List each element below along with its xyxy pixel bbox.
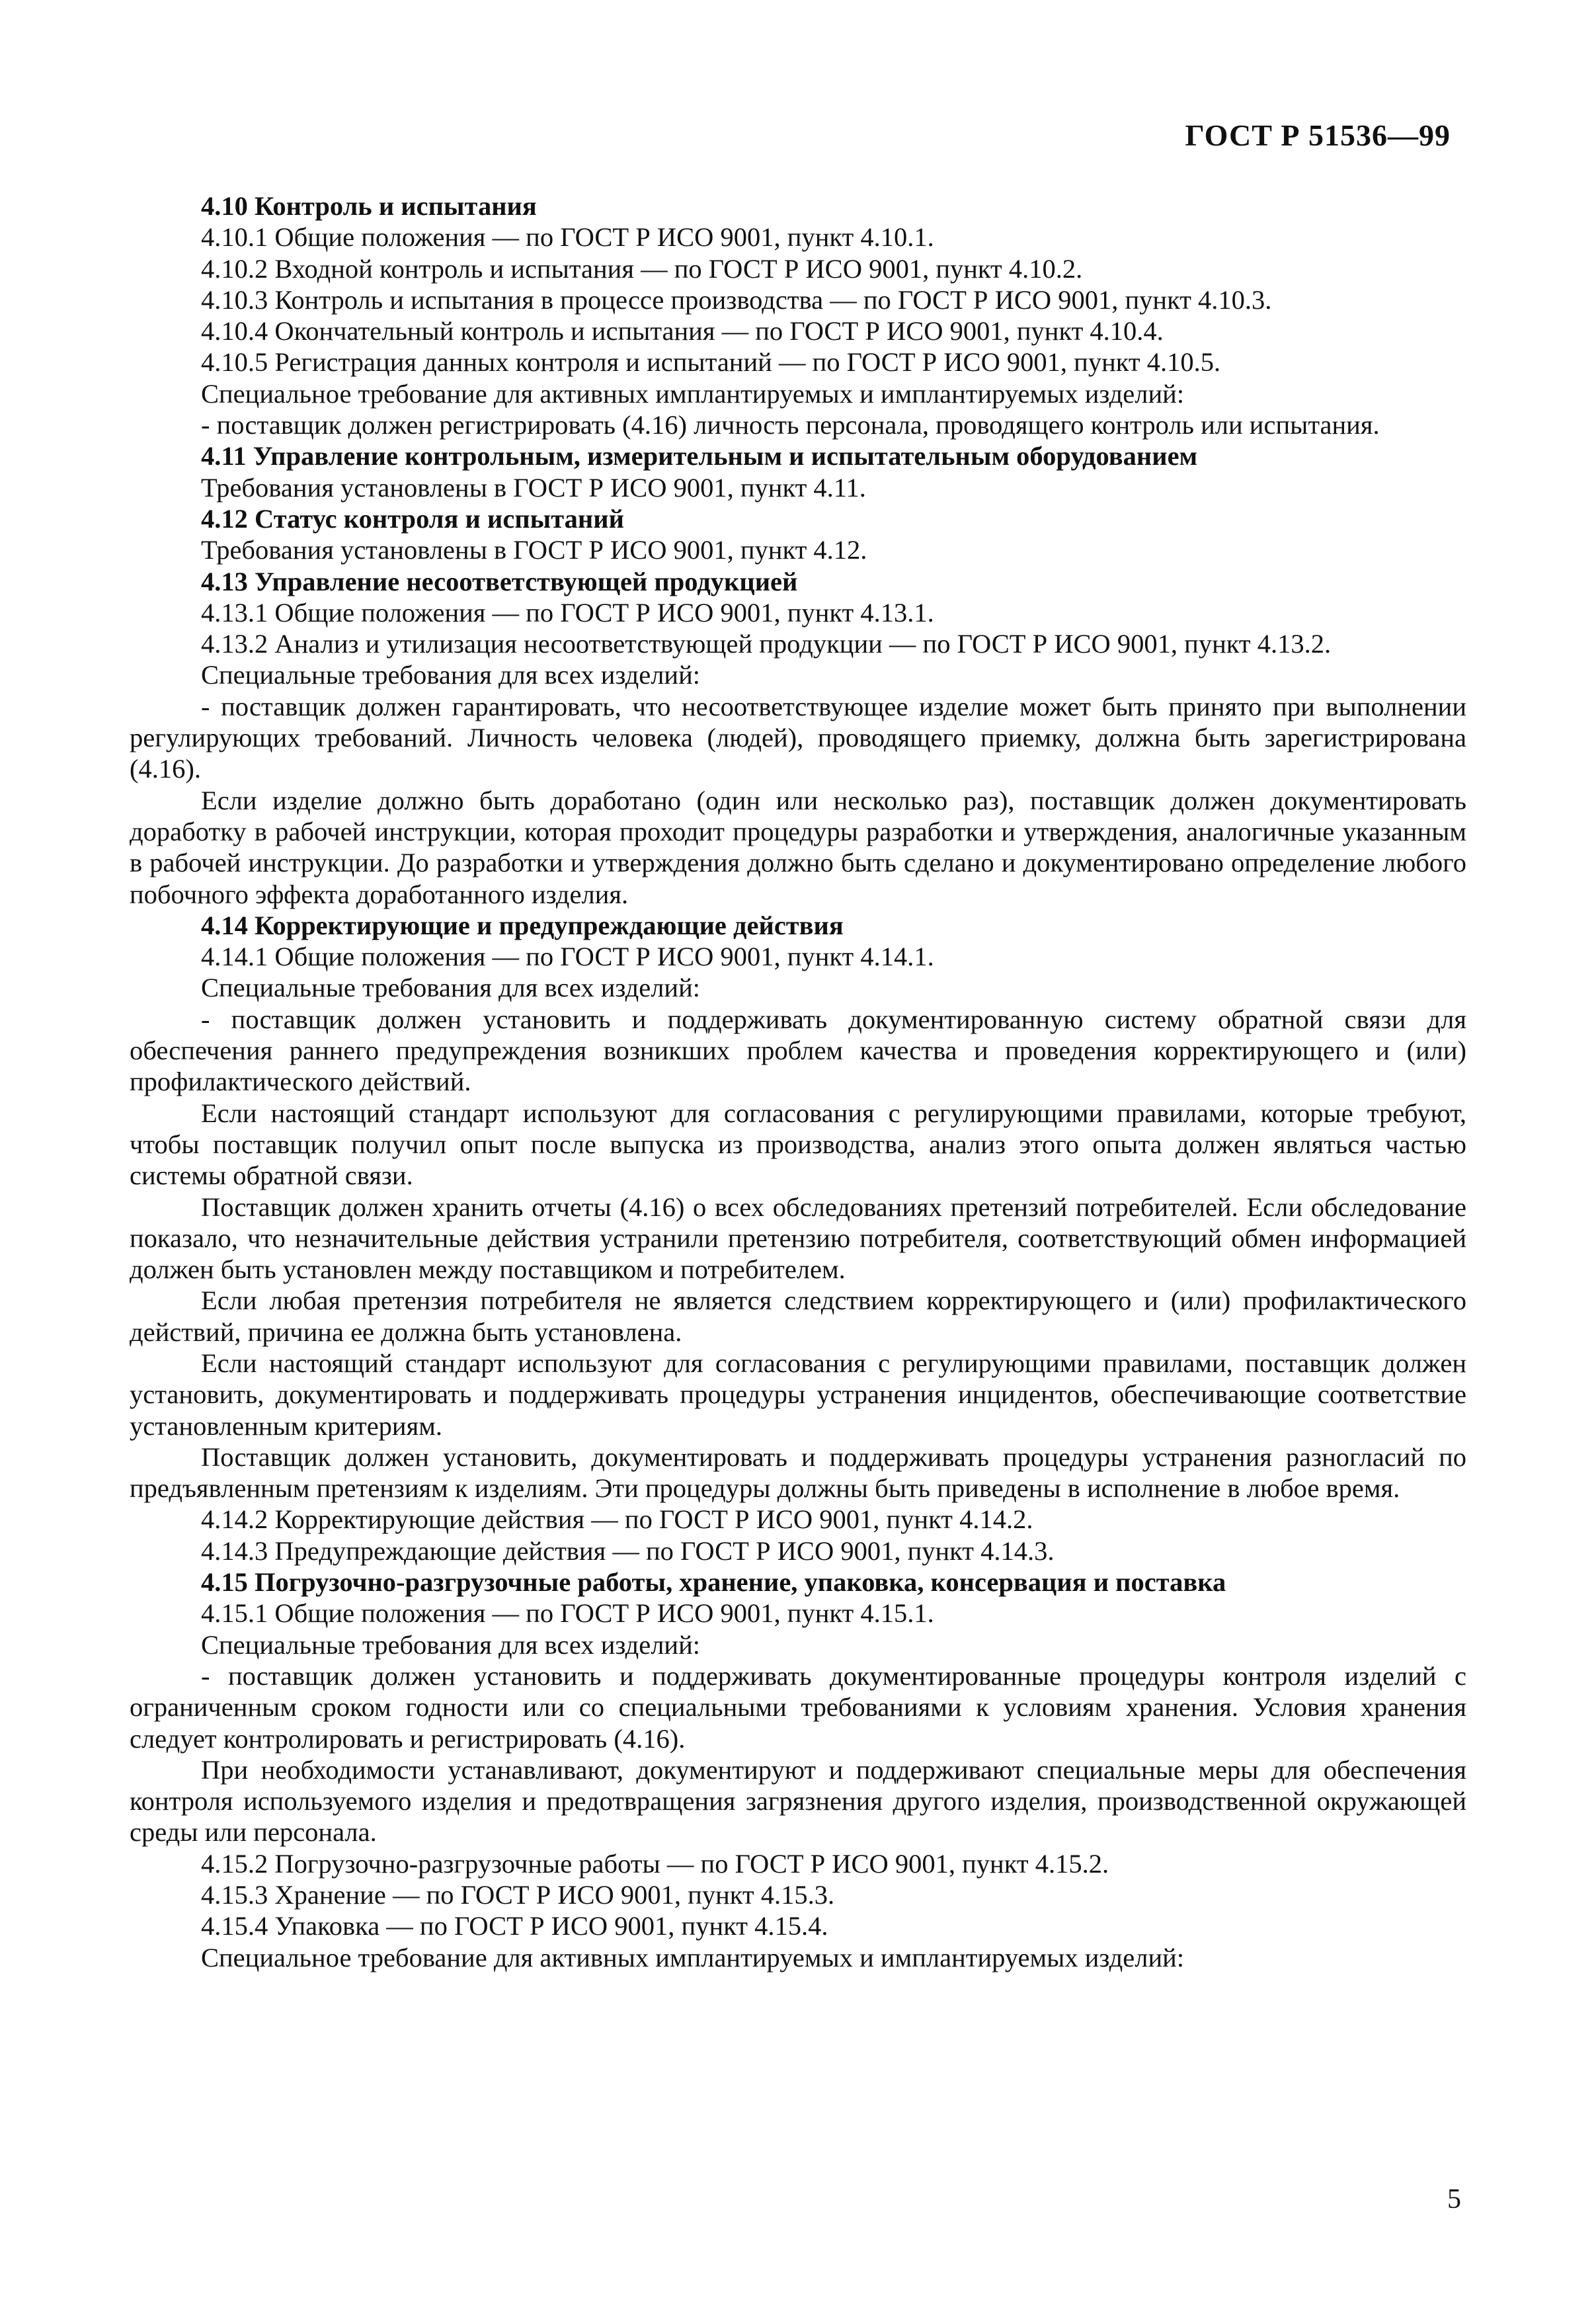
- paragraph: - поставщик должен установить и поддерживать документированную систему обратной связи для обеспечения раннего предупреждения возникших проблем качества и проведения корректирующего и (или) профилактического действий.: [130, 1004, 1466, 1097]
- paragraph: 4.14.3 Предупреждающие действия — по ГОСТ Р ИСО 9001, пункт 4.14.3.: [201, 1535, 1055, 1566]
- section-heading: 4.14 Корректирующие и предупреждающие действия: [201, 910, 844, 940]
- paragraph: 4.13.1 Общие положения — по ГОСТ Р ИСО 9001, пункт 4.13.1.: [201, 597, 934, 628]
- section-heading: 4.13 Управление несоответствующей продукцией: [201, 566, 798, 596]
- paragraph: 4.15.2 Погрузочно-разгрузочные работы — по ГОСТ Р ИСО 9001, пункт 4.15.2.: [201, 1848, 1109, 1879]
- paragraph: - поставщик должен установить и поддерживать документированные процедуры контроля изделий с ограниченным сроком годности или со специальными требованиями к условиям хранения. Условия хранения следует контролировать и регистрировать (4.16).: [130, 1660, 1466, 1754]
- paragraph: Специальное требование для активных имплантируемых и имплантируемых изделий:: [201, 1942, 1185, 1973]
- paragraph: 4.15.4 Упаковка — по ГОСТ Р ИСО 9001, пункт 4.15.4.: [201, 1911, 828, 1941]
- paragraph: 4.10.1 Общие положения — по ГОСТ Р ИСО 9001, пункт 4.10.1.: [201, 222, 934, 253]
- paragraph: 4.13.2 Анализ и утилизация несоответствующей продукции — по ГОСТ Р ИСО 9001, пункт 4.13.2.: [201, 629, 1332, 659]
- paragraph: - поставщик должен гарантировать, что несоответствующее изделие может быть принято при выполнении регулирующих требований. Личность человека (людей), проводящего приемку, должна быть зарегистрирована (4.16).: [130, 691, 1466, 784]
- section-heading: 4.12 Статус контроля и испытаний: [201, 503, 624, 534]
- paragraph: 4.15.1 Общие положения — по ГОСТ Р ИСО 9001, пункт 4.15.1.: [201, 1598, 934, 1629]
- paragraph: Поставщик должен установить, документировать и поддерживать процедуры устранения разногласий по предъявленным претензиям к изделиям. Эти процедуры должны быть приведены в исполнение в любое время.: [130, 1442, 1466, 1504]
- paragraph: Требования установлены в ГОСТ Р ИСО 9001, пункт 4.11.: [201, 472, 866, 503]
- section-heading: 4.10 Контроль и испытания: [201, 191, 537, 221]
- paragraph: 4.10.4 Окончательный контроль и испытания — по ГОСТ Р ИСО 9001, пункт 4.10.4.: [201, 316, 1164, 346]
- paragraph: Если изделие должно быть доработано (один или несколько раз), поставщик должен документировать доработку в рабочей инструкции, которая проходит процедуры разработки и утверждения, аналогичные указанным в рабочей инструкции. До разработки и утверждения должно быть сделано и документировано определение любого побочного эффекта доработанного изделия.: [130, 785, 1466, 909]
- paragraph: Поставщик должен хранить отчеты (4.16) о всех обследованиях претензий потребителей. Если обследование показало, что незначительные действия устранили претензию потребителя, соответствующий обмен информацией должен быть установлен между поставщиком и потребителем.: [130, 1192, 1466, 1285]
- paragraph: 4.10.2 Входной контроль и испытания — по ГОСТ Р ИСО 9001, пункт 4.10.2.: [201, 253, 1083, 284]
- paragraph: 4.10.3 Контроль и испытания в процессе производства — по ГОСТ Р ИСО 9001, пункт 4.10.3.: [201, 284, 1272, 315]
- paragraph: Если настоящий стандарт используют для согласования с регулирующими правилами, поставщик должен установить, документировать и поддерживать процедуры устранения инцидентов, обеспечивающие соответствие установленным критериям.: [130, 1348, 1466, 1441]
- paragraph: Специальные требования для всех изделий:: [201, 973, 701, 1003]
- paragraph: 4.10.5 Регистрация данных контроля и испытаний — по ГОСТ Р ИСО 9001, пункт 4.10.5.: [201, 347, 1221, 378]
- paragraph: 4.14.1 Общие положения — по ГОСТ Р ИСО 9001, пункт 4.14.1.: [201, 942, 934, 972]
- paragraph: - поставщик должен регистрировать (4.16) личность персонала, проводящего контроль или испытания.: [201, 410, 1380, 440]
- paragraph: Специальные требования для всех изделий:: [201, 660, 701, 690]
- paragraph: Специальное требование для активных имплантируемых и имплантируемых изделий:: [201, 378, 1185, 409]
- section-heading: 4.11 Управление контрольным, измерительным и испытательным оборудованием: [201, 441, 1198, 471]
- paragraph: Если настоящий стандарт используют для согласования с регулирующими правилами, которые требуют, чтобы поставщик получил опыт после выпуска из производства, анализ этого опыта должен являться частью системы обратной связи.: [130, 1098, 1466, 1191]
- paragraph: Требования установлены в ГОСТ Р ИСО 9001, пункт 4.12.: [201, 535, 867, 565]
- document-code-header: ГОСТ Р 51536—99: [1185, 118, 1451, 152]
- document-body: [130, 190, 1466, 1973]
- paragraph: 4.15.3 Хранение — по ГОСТ Р ИСО 9001, пункт 4.15.3.: [201, 1880, 835, 1910]
- paragraph: 4.14.2 Корректирующие действия — по ГОСТ Р ИСО 9001, пункт 4.14.2.: [201, 1504, 1033, 1535]
- paragraph: Если любая претензия потребителя не является следствием корректирующего и (или) профилактического действий, причина ее должна быть установлена.: [130, 1285, 1466, 1347]
- section-heading: 4.15 Погрузочно-разгрузочные работы, хранение, упаковка, консервация и поставка: [201, 1567, 1226, 1598]
- paragraph: При необходимости устанавливают, документируют и поддерживают специальные меры для обеспечения контроля используемого изделия и предотвращения загрязнения другого изделия, производственной окружающей среды или персонала.: [130, 1754, 1466, 1848]
- paragraph: Специальные требования для всех изделий:: [201, 1629, 701, 1660]
- page-number: 5: [1447, 2184, 1461, 2215]
